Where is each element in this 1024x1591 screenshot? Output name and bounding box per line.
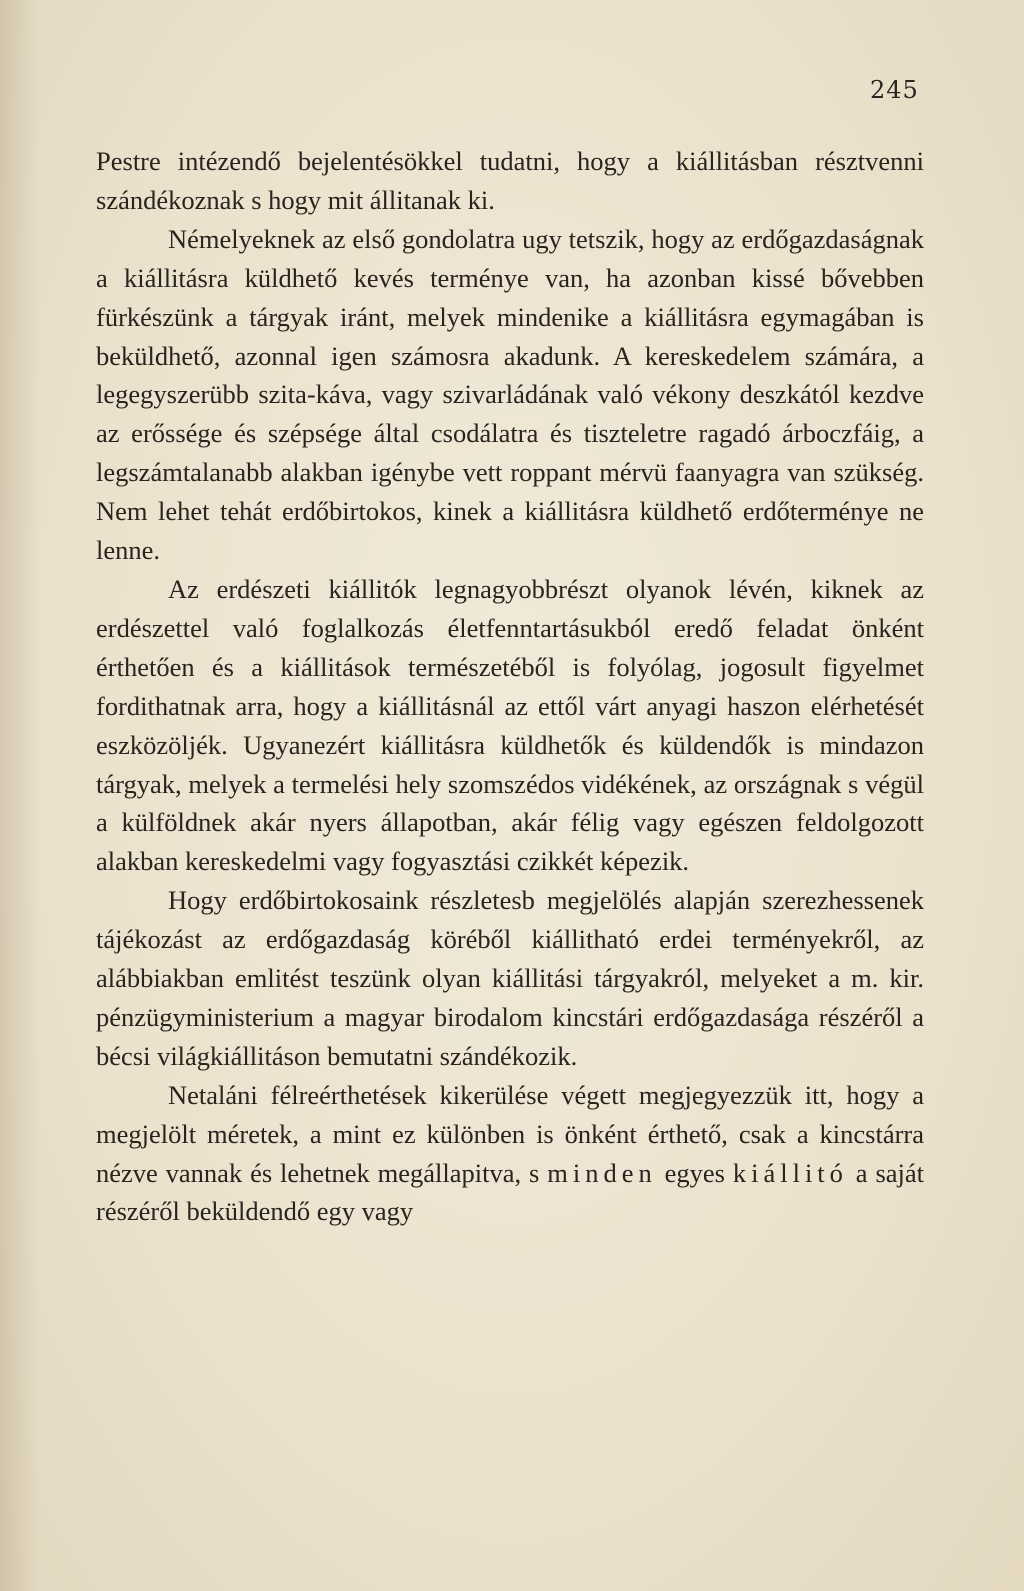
page-edge-shadow [0,0,40,1591]
paragraph-5-text-before: Netaláni félreérthetések kikerülése végett megjegyezzük itt, hogy a megjelölt méretek, a mint ez különben is önként érthető, csak a kincstárra nézve vannak és lehetnek megállapitva, s [96,1079,924,1188]
paragraph-3: Az erdészeti kiállitók legnagyobbrészt olyanok lévén, kiknek az erdészettel való foglalkozás életfenntartásukból eredő feladat önként érthetően és a kiállitások természetéből is folyólag, jogosult figyelmet fordithatnak arra, hogy a kiállitásnál az ettől várt anyagi haszon elérhetését eszközöljék. Ugyanezért kiállitásra küldhetők és küldendők is mindazon tárgyak, melyek a termelési hely szomszédos vidékének, az országnak s végül a külföldnek akár nyers állapotban, akár félig vagy egészen feldolgozott alakban kereskedelmi vagy fogyasztási czikkét képezik. [96,573,924,877]
page-number: 245 [870,76,919,104]
paragraph-5-text-mid: egyes [656,1157,733,1188]
paragraph-5-emphasis-1: minden [547,1157,657,1188]
paragraph-4: Hogy erdőbirtokosaink részletesb megjelölés alapján szerezhessenek tájékozást az erdőgazdaság köréből kiállitható erdei terményekről, az alábbiakban emlitést teszünk olyan kiállitási tárgyakról, melyeket a m. kir. pénzügyministerium a magyar birodalom kincstári erdőgazdasága részéről a bécsi világkiállitáson bemutatni szándékozik. [96,885,924,1071]
paragraph-2: Némelyeknek az első gondolatra ugy tetszik, hogy az erdőgazdaságnak a kiállitásra küldhető kevés terménye van, ha azonban kissé bővebben fürkészünk a tárgyak iránt, melyek mindenike a kiállitásra egymagában is beküldhető, azonnal igen számosra akadunk. A kereskedelem számára, a legegyszerübb szita-káva, vagy szivarládának való vékony deszkától kezdve az erőssége és szépsége által csodálatra és tiszteletre ragadó árboczfáig, a legszámtalanabb alakban igénybe vett roppant mérvü faanyagra van szükség. Nem lehet tehát erdőbirtokos, kinek a kiállitásra küldhető erdőterménye ne lenne. [96,223,924,566]
paragraph-1: Pestre intézendő bejelentésökkel tudatni, hogy a kiállitásban résztvenni szándékoznak s hogy mit állitanak ki. [96,146,924,215]
paragraph-5-emphasis-2: kiállitó [732,1157,848,1188]
paragraph-5-text-after: a saját részéről beküldendő egy vagy [96,1157,925,1227]
body-text [96,142,924,1231]
paragraph-5 [96,1076,924,1232]
